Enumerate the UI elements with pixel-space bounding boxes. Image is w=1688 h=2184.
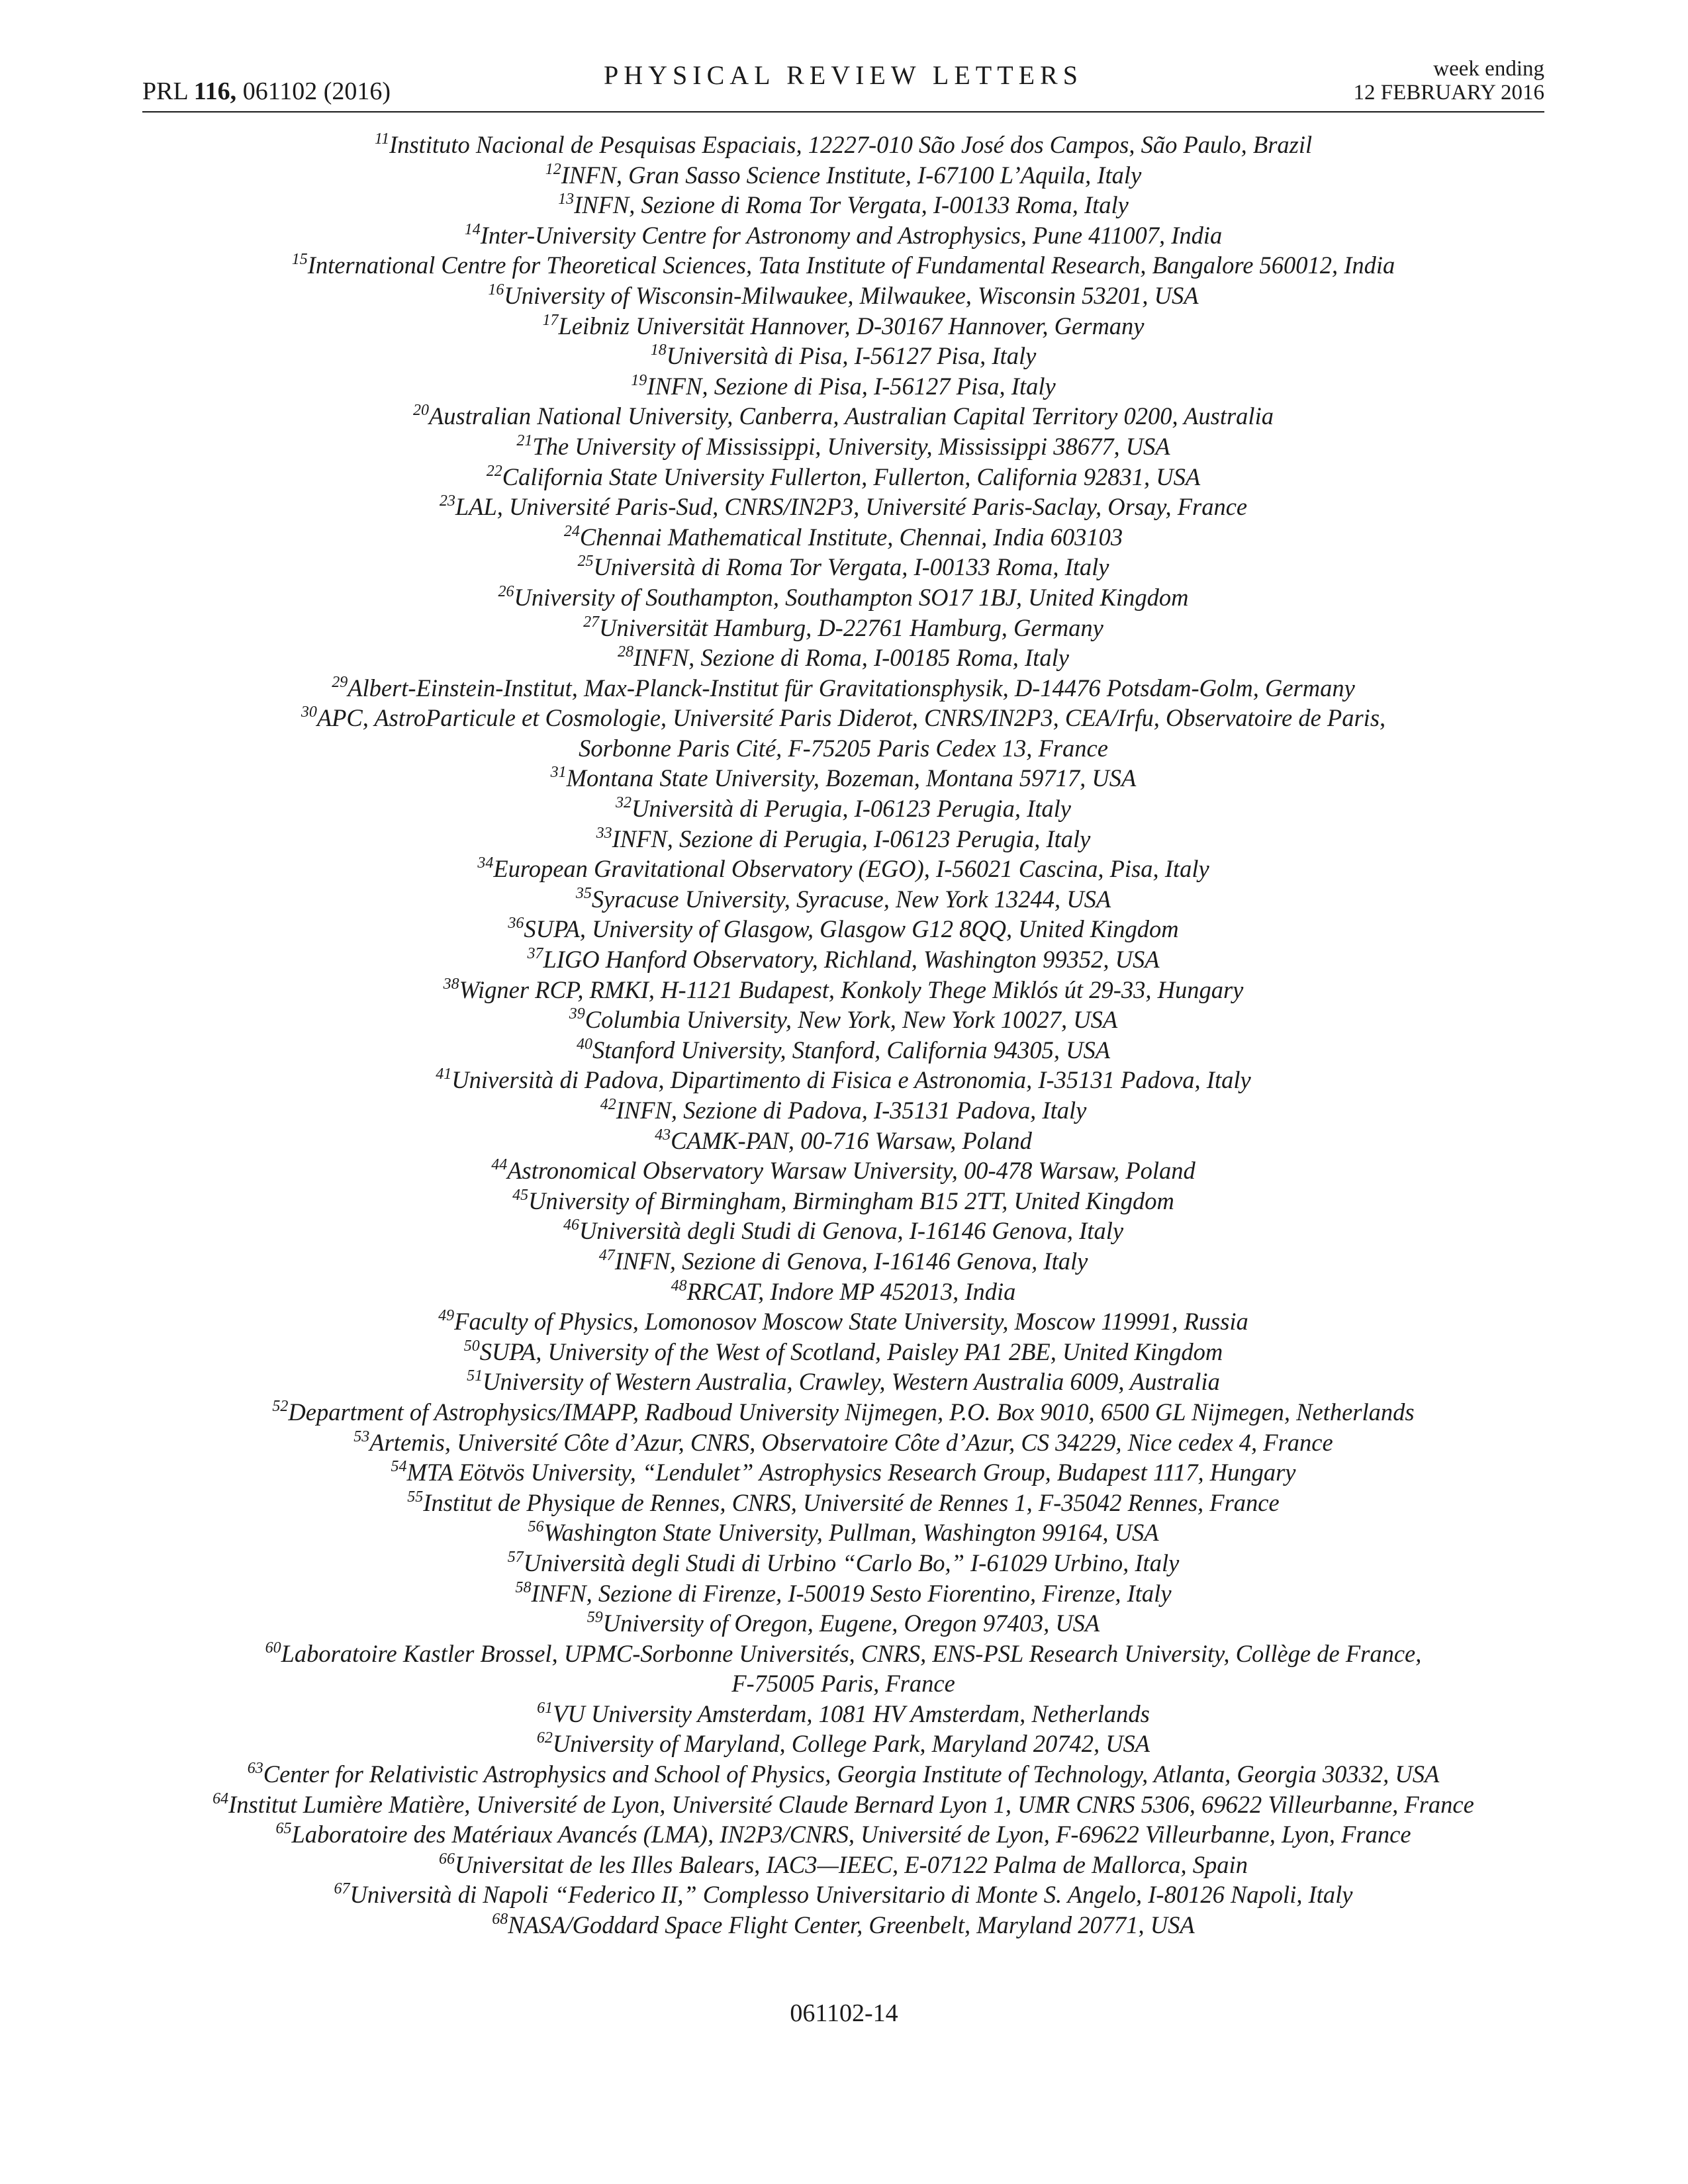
affiliation-text: Universität Hamburg, D-22761 Hamburg, Germany: [599, 614, 1103, 641]
affiliation-line: [142, 552, 1544, 582]
affiliation-text: Chennai Mathematical Institute, Chennai, India 603103: [579, 523, 1123, 551]
affiliation-text: The University of Mississippi, University, Mississippi 38677, USA: [532, 432, 1170, 460]
affiliation-line: [142, 1608, 1544, 1639]
affiliation-text: Università degli Studi di Urbino “Carlo Bo,” I-61029 Urbino, Italy: [523, 1549, 1180, 1576]
affiliation-line: [142, 613, 1544, 643]
affiliation-number: 49: [438, 1307, 455, 1325]
affiliation-number: 16: [488, 281, 504, 298]
affiliation-text: INFN, Sezione di Roma Tor Vergata, I-00133 Roma, Italy: [574, 191, 1129, 219]
affiliation-number: 29: [332, 673, 348, 691]
affiliation-line: [142, 673, 1544, 704]
affiliation-text: MTA Eötvös University, “Lendulet” Astrophysics Research Group, Budapest 1117, Hungary: [406, 1459, 1296, 1486]
affiliation-text: INFN, Sezione di Pisa, I-56127 Pisa, Italy: [647, 372, 1056, 400]
affiliation-text: LAL, Université Paris-Sud, CNRS/IN2P3, Université Paris-Saclay, Orsay, France: [455, 493, 1248, 521]
affiliation-number: 39: [569, 1005, 585, 1023]
affiliation-text: RRCAT, Indore MP 452013, India: [686, 1277, 1016, 1305]
affiliation-line: [142, 1306, 1544, 1337]
affiliation-line: [142, 582, 1544, 613]
affiliation-text: University of Southampton, Southampton SO17 1BJ, United Kingdom: [514, 583, 1189, 611]
affiliation-text: Instituto Nacional de Pesquisas Espaciais, 12227-010 São José dos Campos, São Paulo, Brazil: [389, 131, 1313, 158]
affiliation-number: 28: [618, 643, 634, 661]
affiliation-number: 57: [507, 1548, 524, 1566]
journal-title: PHYSICAL REVIEW LETTERS: [604, 60, 1083, 90]
affiliation-line: [142, 220, 1544, 251]
article-year: 061102 (2016): [242, 77, 391, 105]
affiliation-text: Università di Perugia, I-06123 Perugia, Italy: [632, 795, 1071, 823]
affiliation-text: Faculty of Physics, Lomonosov Moscow State University, Moscow 119991, Russia: [454, 1308, 1248, 1336]
affiliation-text: Syracuse University, Syracuse, New York 13244, USA: [591, 885, 1111, 913]
affiliation-line: [142, 794, 1544, 824]
affiliation-line: [142, 1488, 1544, 1518]
affiliation-line: [142, 1367, 1544, 1397]
affiliation-number: 14: [464, 220, 481, 238]
journal-abbrev: PRL: [142, 77, 188, 105]
affiliation-text: INFN, Sezione di Roma, I-00185 Roma, Italy: [633, 644, 1069, 672]
affiliation-text: University of Wisconsin-Milwaukee, Milwaukee, Wisconsin 53201, USA: [504, 281, 1199, 309]
affiliation-number: 55: [407, 1488, 424, 1506]
affiliation-line: [142, 160, 1544, 191]
affiliation-line: [142, 975, 1544, 1005]
affiliation-line: [142, 1246, 1544, 1277]
affiliation-number: 11: [374, 130, 390, 148]
affiliation-line: [142, 914, 1544, 944]
affiliation-line: [142, 733, 1544, 764]
affiliation-line: [142, 1518, 1544, 1548]
affiliation-number: 36: [508, 915, 524, 933]
affiliation-text: INFN, Sezione di Firenze, I-50019 Sesto Fiorentino, Firenze, Italy: [531, 1579, 1172, 1607]
affiliation-line: [142, 884, 1544, 915]
affiliation-line: [142, 1699, 1544, 1729]
affiliation-line: [142, 643, 1544, 673]
affiliation-line: [142, 1457, 1544, 1488]
affiliation-number: 45: [512, 1186, 529, 1204]
affiliation-line: [142, 1759, 1544, 1790]
affiliation-text: INFN, Sezione di Genova, I-16146 Genova, Italy: [614, 1247, 1088, 1275]
affiliation-number: 13: [558, 191, 575, 208]
running-header: [142, 52, 1544, 113]
issue-date: [1354, 57, 1545, 105]
affiliation-line: [142, 1819, 1544, 1850]
affiliation-line: [142, 1790, 1544, 1820]
affiliation-text: Leibniz Universität Hannover, D-30167 Hannover, Germany: [558, 312, 1145, 340]
affiliation-number: 65: [275, 1820, 292, 1838]
affiliation-number: 33: [596, 824, 612, 842]
affiliation-number: 67: [334, 1880, 350, 1898]
week-ending-label: week ending: [1433, 57, 1544, 81]
affiliation-number: 58: [515, 1578, 532, 1596]
affiliation-number: 44: [491, 1156, 508, 1174]
affiliation-number: 21: [516, 432, 533, 449]
affiliation-number: 37: [527, 945, 543, 963]
affiliation-number: 52: [272, 1397, 289, 1415]
affiliation-number: 48: [671, 1277, 687, 1295]
affiliation-number: 43: [655, 1126, 671, 1144]
affiliation-number: 53: [353, 1428, 370, 1445]
affiliation-number: 27: [583, 613, 600, 631]
affiliation-number: 62: [536, 1729, 553, 1747]
affiliation-line: [142, 763, 1544, 794]
affiliation-line: [142, 703, 1544, 733]
affiliation-number: 25: [577, 553, 594, 570]
affiliation-text: Universitat de les Illes Balears, IAC3—IEEC, E-07122 Palma de Mallorca, Spain: [455, 1850, 1248, 1878]
affiliation-line: [142, 371, 1544, 402]
affiliation-number: 26: [498, 582, 514, 600]
affiliation-line: [142, 1065, 1544, 1095]
affiliation-line: [142, 1035, 1544, 1066]
affiliation-line: [142, 190, 1544, 220]
affiliation-number: 61: [537, 1699, 553, 1717]
affiliation-number: 20: [413, 402, 430, 420]
affiliation-number: 38: [443, 975, 459, 993]
affiliation-number: 66: [439, 1850, 455, 1868]
date: 12 FEBRUARY 2016: [1353, 81, 1544, 105]
affiliation-line: [142, 1729, 1544, 1759]
affiliation-text: Sorbonne Paris Cité, F-75205 Paris Cedex 13, France: [579, 734, 1108, 762]
affiliation-line: [142, 130, 1544, 160]
header-rule: [142, 111, 1544, 113]
affiliation-text: F-75005 Paris, France: [731, 1670, 955, 1698]
affiliation-text: INFN, Sezione di Perugia, I-06123 Perugia, Italy: [612, 825, 1091, 852]
affiliation-text: Astronomical Observatory Warsaw University, 00-478 Warsaw, Poland: [507, 1157, 1196, 1185]
affiliation-text: Albert-Einstein-Institut, Max-Planck-Institut für Gravitationsphysik, D-14476 Potsdam-Golm, Germany: [348, 674, 1355, 702]
affiliation-number: 23: [439, 492, 455, 510]
affiliation-line: [142, 1428, 1544, 1458]
affiliation-number: 18: [650, 341, 667, 359]
affiliation-line: [142, 1216, 1544, 1246]
affiliation-number: 15: [291, 251, 308, 269]
affiliation-line: [142, 1639, 1544, 1669]
affiliation-text: Università di Padova, Dipartimento di Fisica e Astronomia, I-35131 Padova, Italy: [451, 1066, 1251, 1094]
affiliation-line: [142, 1005, 1544, 1035]
affiliation-line: [142, 1578, 1544, 1609]
affiliation-line: [142, 1186, 1544, 1216]
affiliation-text: Center for Relativistic Astrophysics and School of Physics, Georgia Institute of Technology, Atlanta, Georgia 30332, USA: [263, 1760, 1440, 1788]
affiliation-text: Università di Pisa, I-56127 Pisa, Italy: [666, 342, 1037, 370]
affiliation-number: 56: [528, 1518, 544, 1536]
affiliation-line: [142, 492, 1544, 522]
affiliation-line: [142, 522, 1544, 553]
affiliation-number: 64: [212, 1790, 229, 1807]
affiliation-line: [142, 401, 1544, 432]
affiliation-text: Institut Lumière Matière, Université de Lyon, Université Claude Bernard Lyon 1, UMR CNRS 5306, 69622 Villeurbanne, France: [228, 1790, 1474, 1818]
affiliation-text: Laboratoire des Matériaux Avancés (LMA), IN2P3/CNRS, Université de Lyon, F-69622 Villeurbanne, Lyon, France: [291, 1821, 1411, 1848]
affiliation-line: [142, 432, 1544, 462]
affiliation-line: [142, 341, 1544, 371]
affiliation-list: [142, 130, 1544, 1940]
affiliation-text: INFN, Gran Sasso Science Institute, I-67100 L’Aquila, Italy: [561, 161, 1142, 189]
affiliation-number: 12: [545, 160, 561, 178]
affiliation-text: Università di Roma Tor Vergata, I-00133 Roma, Italy: [593, 553, 1109, 581]
affiliation-number: 32: [616, 794, 632, 812]
affiliation-text: European Gravitational Observatory (EGO), I-56021 Cascina, Pisa, Italy: [493, 855, 1209, 883]
affiliation-line: [142, 462, 1544, 492]
affiliation-text: LIGO Hanford Observatory, Richland, Washington 99352, USA: [543, 946, 1160, 974]
affiliation-text: Università degli Studi di Genova, I-16146 Genova, Italy: [579, 1217, 1124, 1245]
affiliation-text: Institut de Physique de Rennes, CNRS, Université de Rennes 1, F-35042 Rennes, France: [423, 1488, 1280, 1516]
affiliation-line: [142, 1337, 1544, 1367]
affiliation-text: University of Birmingham, Birmingham B15 2TT, United Kingdom: [528, 1187, 1174, 1214]
affiliation-line: [142, 824, 1544, 854]
affiliation-line: [142, 1668, 1544, 1699]
affiliation-text: APC, AstroParticule et Cosmologie, Université Paris Diderot, CNRS/IN2P3, CEA/Irfu, Observatoire de Paris,: [316, 704, 1386, 732]
affiliation-text: Washington State University, Pullman, Washington 99164, USA: [543, 1519, 1159, 1547]
affiliation-text: Università di Napoli “Federico II,” Complesso Universitario di Monte S. Angelo, I-80126 Napoli, Italy: [350, 1881, 1353, 1909]
affiliation-line: [142, 1910, 1544, 1940]
affiliation-line: [142, 1397, 1544, 1428]
affiliation-text: International Centre for Theoretical Sciences, Tata Institute of Fundamental Research, Bangalore 560012, India: [307, 251, 1395, 279]
affiliation-number: 40: [576, 1035, 592, 1053]
affiliation-number: 22: [486, 462, 502, 480]
affiliation-text: SUPA, University of Glasgow, Glasgow G12 8QQ, United Kingdom: [524, 915, 1179, 943]
affiliation-line: [142, 311, 1544, 341]
affiliation-line: [142, 281, 1544, 311]
affiliation-text: NASA/Goddard Space Flight Center, Greenbelt, Maryland 20771, USA: [508, 1911, 1195, 1939]
affiliation-number: 42: [600, 1096, 616, 1113]
affiliation-line: [142, 1277, 1544, 1307]
affiliation-number: 54: [391, 1458, 407, 1476]
affiliation-number: 50: [463, 1337, 480, 1355]
affiliation-line: [142, 1850, 1544, 1880]
affiliation-text: VU University Amsterdam, 1081 HV Amsterdam, Netherlands: [553, 1700, 1150, 1727]
affiliation-number: 47: [598, 1246, 615, 1264]
affiliation-number: 59: [586, 1609, 603, 1627]
affiliation-line: [142, 854, 1544, 884]
affiliation-text: University of Western Australia, Crawley, Western Australia 6009, Australia: [483, 1368, 1220, 1396]
affiliation-number: 46: [563, 1216, 579, 1234]
affiliation-line: [142, 1126, 1544, 1156]
affiliation-text: Laboratoire Kastler Brossel, UPMC-Sorbonne Universités, CNRS, ENS-PSL Research University, Collège de France,: [281, 1639, 1422, 1667]
affiliation-number: 31: [550, 764, 567, 782]
affiliation-text: California State University Fullerton, Fullerton, California 92831, USA: [502, 463, 1201, 490]
affiliation-number: 17: [542, 311, 559, 329]
affiliation-number: 34: [477, 854, 494, 872]
affiliation-number: 30: [301, 704, 317, 721]
affiliation-text: Wigner RCP, RMKI, H-1121 Budapest, Konkoly Thege Miklós út 29-33, Hungary: [459, 976, 1244, 1003]
affiliation-text: CAMK-PAN, 00-716 Warsaw, Poland: [671, 1126, 1032, 1154]
affiliation-number: 35: [575, 884, 592, 902]
affiliation-text: Stanford University, Stanford, California 94305, USA: [592, 1036, 1111, 1064]
affiliation-line: [142, 1548, 1544, 1578]
affiliation-number: 60: [265, 1639, 281, 1657]
affiliation-line: [142, 1095, 1544, 1126]
affiliation-text: Artemis, Université Côte d’Azur, CNRS, Observatoire Côte d’Azur, CS 34229, Nice cedex 4, France: [369, 1428, 1333, 1456]
affiliation-line: [142, 1156, 1544, 1186]
affiliation-number: 19: [631, 371, 647, 389]
affiliation-text: Inter-University Centre for Astronomy and Astrophysics, Pune 411007, India: [480, 221, 1223, 249]
affiliation-line: [142, 1880, 1544, 1910]
affiliation-number: 24: [563, 522, 580, 540]
affiliation-text: Australian National University, Canberra, Australian Capital Territory 0200, Australia: [429, 402, 1274, 430]
affiliation-text: University of Maryland, College Park, Maryland 20742, USA: [552, 1730, 1150, 1758]
affiliation-text: Department of Astrophysics/IMAPP, Radboud University Nijmegen, P.O. Box 9010, 6500 GL Nijmegen, Netherlands: [288, 1398, 1415, 1426]
affiliation-text: Montana State University, Bozeman, Montana 59717, USA: [566, 764, 1137, 792]
volume: 116,: [193, 77, 237, 105]
affiliation-text: Columbia University, New York, New York 10027, USA: [585, 1006, 1118, 1034]
affiliation-number: 68: [492, 1911, 508, 1929]
affiliation-text: University of Oregon, Eugene, Oregon 97403, USA: [602, 1610, 1100, 1637]
affiliation-text: INFN, Sezione di Padova, I-35131 Padova, Italy: [616, 1097, 1087, 1124]
affiliation-line: [142, 944, 1544, 975]
affiliation-line: [142, 250, 1544, 281]
affiliation-text: SUPA, University of the West of Scotland, Paisley PA1 2BE, United Kingdom: [479, 1338, 1223, 1365]
affiliation-number: 51: [467, 1367, 483, 1385]
page-number: 061102-14: [790, 1999, 898, 2027]
affiliation-number: 41: [436, 1066, 452, 1083]
affiliation-number: 63: [247, 1760, 263, 1778]
